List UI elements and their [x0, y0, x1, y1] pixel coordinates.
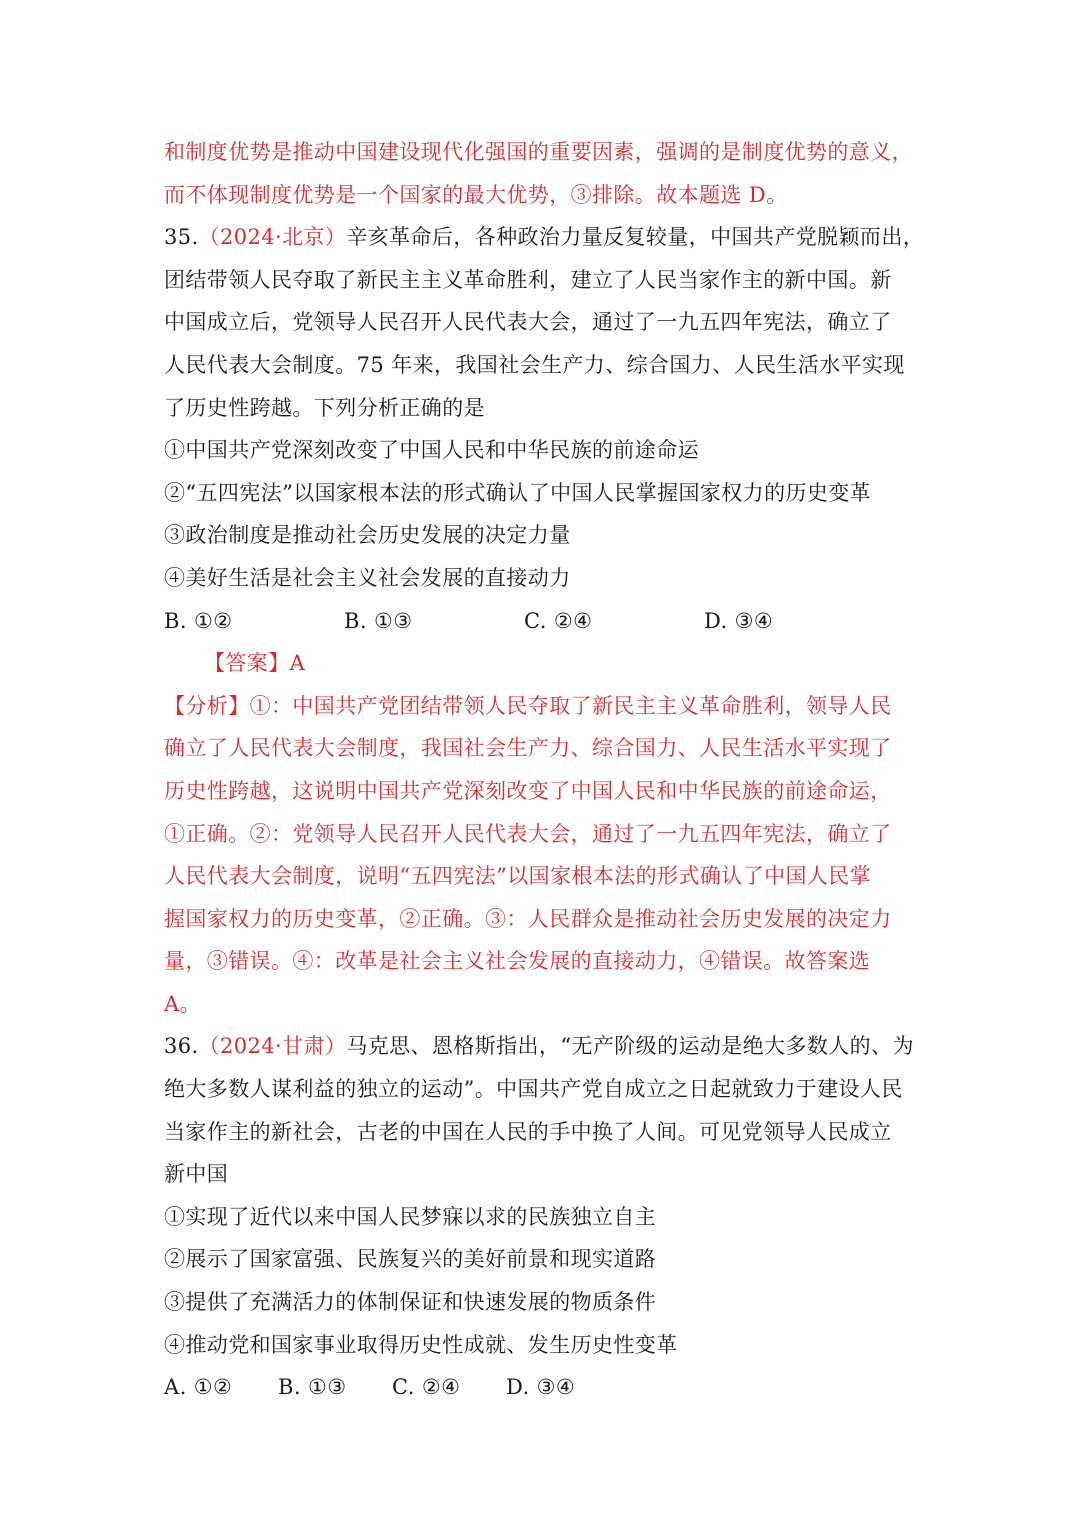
question-36-stem-line: 绝大多数人谋利益的独立的运动”。中国共产党自成立之日起就致力于建设人民 — [164, 1077, 903, 1102]
question-35-statement: ④美好生活是社会主义社会发展的直接动力 — [164, 565, 571, 590]
question-35-analysis-line: 历史性跨越，这说明中国共产党深刻改变了中国人民和中华民族的前途命运， — [164, 778, 892, 803]
option: B. ①③ — [344, 608, 413, 633]
question-source: （2024·甘肃） — [198, 1034, 347, 1059]
question-35-stem-line: 了历史性跨越。下列分析正确的是 — [164, 395, 485, 420]
question-36-stem-line: 当家作主的新社会，古老的中国在人民的手中换了人间。可见党领导人民成立 — [164, 1119, 892, 1144]
question-36-statement: ②展示了国家富强、民族复兴的美好前景和现实道路 — [164, 1247, 657, 1272]
question-35-analysis-line: 人民代表大会制度，说明“五四宪法”以国家根本法的形式确认了中国人民掌 — [164, 864, 872, 889]
question-36-statement: ③提供了充满活力的体制保证和快速发展的物质条件 — [164, 1290, 657, 1315]
question-35-statement: ①中国共产党深刻改变了中国人民和中华民族的前途命运 — [164, 438, 699, 463]
option: C. ②④ — [392, 1375, 461, 1400]
question-35-stem-line: 人民代表大会制度。75 年来，我国社会生产力、综合国力、人民生活水平实现 — [164, 352, 905, 377]
option: D. ③④ — [506, 1375, 576, 1400]
option: D. ③④ — [704, 608, 774, 633]
question-number: 36. — [164, 1034, 199, 1059]
question-35-statement: ③政治制度是推动社会历史发展的决定力量 — [164, 523, 571, 548]
option: B. ①② — [164, 608, 233, 633]
question-36-statement: ①实现了近代以来中国人民梦寐以求的民族独立自主 — [164, 1204, 657, 1229]
option: C. ②④ — [524, 608, 593, 633]
question-number: 35. — [164, 225, 199, 250]
prev-analysis-line: 和制度优势是推动中国建设现代化强国的重要因素，强调的是制度优势的意义， — [164, 140, 913, 164]
option: B. ①③ — [278, 1375, 347, 1400]
question-35-stem-line — [164, 216, 924, 259]
question-36-stem-line — [164, 1025, 924, 1068]
question-35-statement: ②“五四宪法”以国家根本法的形式确认了中国人民掌握国家权力的历史变革 — [164, 480, 872, 505]
question-35-analysis-line: ①正确。②：党领导人民召开人民代表大会，通过了一九五四年宪法，确立了 — [164, 821, 892, 846]
question-35-analysis-line: 量，③错误。④：改革是社会主义社会发展的直接动力，④错误。故答案选 — [164, 949, 871, 974]
option: A. ①② — [164, 1375, 233, 1400]
question-35-answer: 【答案】A — [204, 651, 306, 676]
question-36-options — [164, 1366, 924, 1409]
question-35-analysis-line: 【分析】①：中国共产党团结带领人民夺取了新民主主义革命胜利，领导人民 — [164, 693, 892, 718]
document-page — [164, 131, 924, 1409]
question-36-stem-line: 新中国 — [164, 1162, 229, 1187]
question-source: （2024·北京） — [198, 225, 347, 250]
prev-analysis-line: 而不体现制度优势是一个国家的最大优势，③排除。故本题选 D。 — [164, 182, 788, 207]
question-35-options — [164, 600, 924, 643]
question-36-statement: ④推动党和国家事业取得历史性成就、发生历史性变革 — [164, 1332, 678, 1357]
question-35-stem-line: 中国成立后，党领导人民召开人民代表大会，通过了一九五四年宪法，确立了 — [164, 310, 892, 335]
question-stem-text: 辛亥革命后，各种政治力量反复较量，中国共产党脱颖而出， — [346, 225, 925, 250]
question-35-analysis-line: A。 — [164, 991, 201, 1016]
question-35-analysis-line: 握国家权力的历史变革，②正确。③：人民群众是推动社会历史发展的决定力 — [164, 906, 892, 931]
question-35-analysis-line: 确立了人民代表大会制度，我国社会生产力、综合国力、人民生活水平实现了 — [164, 736, 892, 761]
question-stem-text: 马克思、恩格斯指出，“无产阶级的运动是绝大多数人的、为 — [346, 1034, 914, 1059]
question-35-stem-line: 团结带领人民夺取了新民主主义革命胜利，建立了人民当家作主的新中国。新 — [164, 267, 892, 292]
